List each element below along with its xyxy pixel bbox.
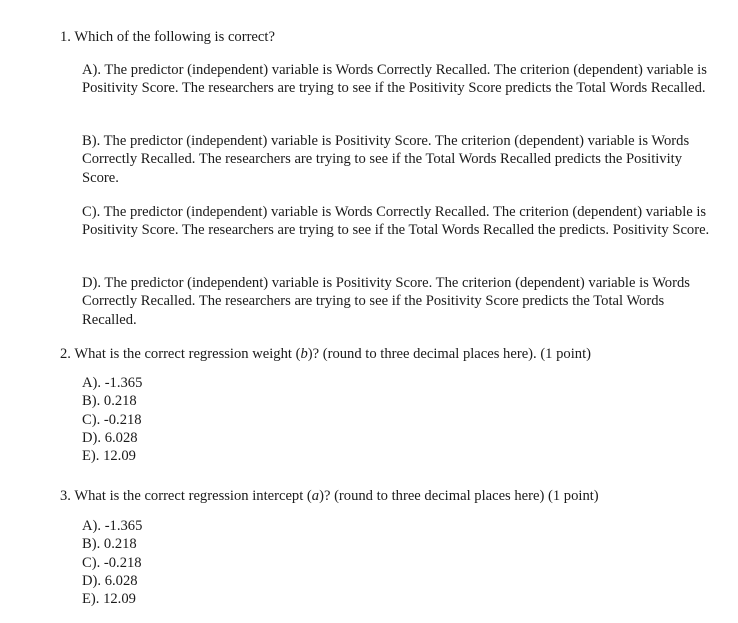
question-3-options [82,517,142,608]
question-3-option-b: B). 0.218 [82,536,137,553]
question-2-option-e: E). 12.09 [82,448,136,465]
question-1-option-b: B). The predictor (independent) variable is Positivity Score. The criterion (dependent) variable is Words Correctly Recalled. The researchers are trying to see if the Total Words Recalled predicts the Positivity Score. [82,133,690,186]
question-1-option-d: D). The predictor (independent) variable is Positivity Score. The criterion (dependent) variable is Words Correctly Recalled. The researchers are trying to see if the Positivity Score predicts the Total Words Recalled. [82,275,690,328]
question-2-variable: b [300,346,308,362]
question-1-option-c: C). The predictor (independent) variable is Words Correctly Recalled. The criterion (dependent) variable is Positivity Score. The researchers are trying to see if the Total Words Recalled the predicts. Positivity Score. [82,204,710,239]
question-2-option-c: C). -0.218 [82,411,142,428]
question-2-option-a: A). -1.365 [82,375,143,391]
question-3-option-e: E). 12.09 [82,591,136,608]
question-3-variable: a [311,488,320,504]
question-2-prompt-start: 2. What is the correct regression weight ( [60,346,301,362]
question-3-prompt-end: )? (round to three decimal places here) (1 point) [319,488,599,504]
question-1-prompt: 1. Which of the following is correct? [60,29,275,45]
question-3-option-a: A). -1.365 [82,518,143,534]
question-3-option-d: D). 6.028 [82,572,138,589]
question-2-option-b: B). 0.218 [82,393,137,410]
question-3-prompt [60,488,599,505]
question-2-options [82,374,142,465]
question-3-prompt-start: 3. What is the correct regression intercept ( [60,488,312,504]
question-2-prompt-end: )? (round to three decimal places here). (1 point) [307,346,591,362]
question-2-option-d: D). 6.028 [82,429,138,446]
question-2-prompt [60,346,591,363]
question-3-option-c: C). -0.218 [82,554,142,571]
question-1-option-a: A). The predictor (independent) variable is Words Correctly Recalled. The criterion (dependent) variable is Positivity Score. The researchers are trying to see if the Positivity Score predicts the Total Words Recalled. [82,62,707,97]
